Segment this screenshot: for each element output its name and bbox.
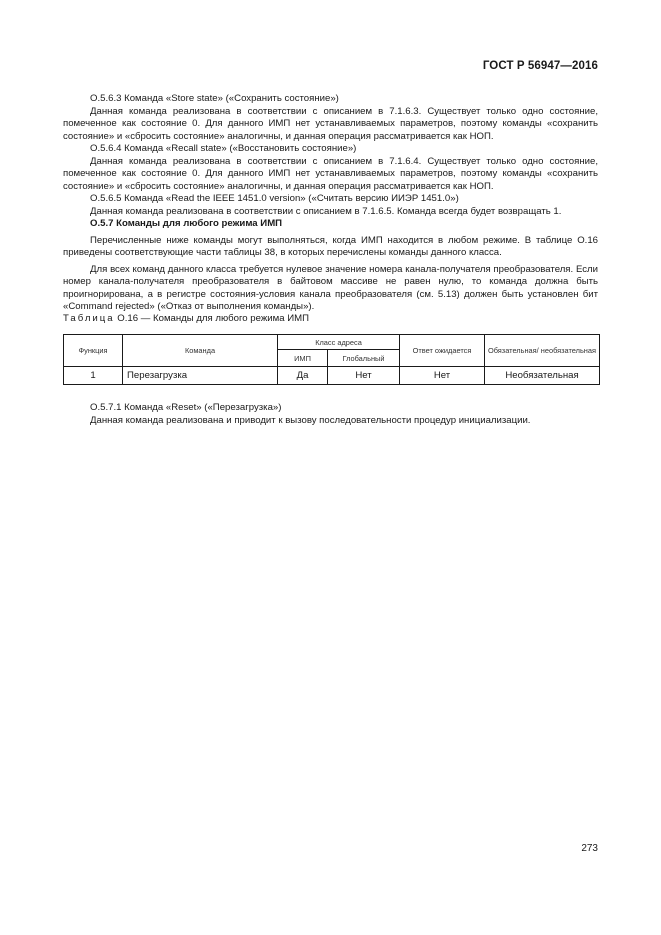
- paragraph: Перечисленные ниже команды могут выполняться, когда ИМП находится в любом режиме. В таблице О.16 приведены соответствующие части таблицы 38, в которых перечислены команды данного класса.: [63, 234, 598, 258]
- section-heading-o564: О.5.6.4 Команда «Recall state» («Восстановить состояние»): [90, 143, 357, 154]
- section-heading-o565: О.5.6.5 Команда «Read the IEEE 1451.0 version» («Считать версию ИИЭР 1451.0»): [90, 193, 459, 204]
- cell-global: Нет: [328, 367, 400, 385]
- section-heading-o571: О.5.7.1 Команда «Reset» («Перезагрузка»): [90, 402, 282, 413]
- paragraph: Данная команда реализована в соответствии с описанием в 7.1.6.5. Команда всегда будет возвращать 1.: [90, 205, 562, 217]
- section-heading-o57: О.5.7 Команды для любого режима ИМП: [90, 218, 283, 229]
- col-header-address-class: Класс адреса: [278, 335, 400, 350]
- paragraph: Данная команда реализована и приводит к вызову последовательности процедур инициализации.: [90, 414, 531, 426]
- col-header-required: Обязательная/ необязательная: [485, 335, 600, 367]
- col-header-reply: Ответ ожидается: [400, 335, 485, 367]
- cell-function: 1: [64, 367, 123, 385]
- col-header-function: Функция: [64, 335, 123, 367]
- paragraph: Данная команда реализована в соответствии с описанием в 7.1.6.4. Существует только одно состояние, помеченное как состояние 0. Для данного ИМП нет устанавливаемых параметров, поэтому команды «сохранить состояние» и «сбросить состояние» аналогичны, и данная операция рассматривается как НОП.: [63, 155, 598, 192]
- table-caption: [63, 313, 309, 324]
- col-header-imp: ИМП: [278, 350, 328, 367]
- cell-required: Необязательная: [485, 367, 600, 385]
- paragraph: Данная команда реализована в соответствии с описанием в 7.1.6.3. Существует только одно состояние, помеченное как состояние 0. Для данного ИМП нет устанавливаемых параметров, поэтому команды «сохранить состояние» и «сбросить состояние» аналогичны, и данная операция рассматривается как НОП.: [63, 105, 598, 142]
- page-number: 273: [581, 843, 598, 854]
- after-table-text: [63, 402, 598, 427]
- document-code: ГОСТ Р 56947—2016: [482, 60, 598, 72]
- col-header-command: Команда: [123, 335, 278, 367]
- commands-table: [63, 334, 600, 385]
- cell-imp: Да: [278, 367, 328, 385]
- table-caption-text: О.16 — Команды для любого режима ИМП: [114, 313, 310, 324]
- paragraph: Для всех команд данного класса требуется нулевое значение номера канала-получателя преобразователя. Если номер канала-получателя преобразователя в байтовом массиве не равен нулю, то команда должна быть проигнорирована, а в регистре состояния-условия канала преобразователя (см. 5.13) должен быть установлен бит «Command rejected» («Отказ от выполнения команды»).: [63, 263, 598, 312]
- section-heading-o563: О.5.6.3 Команда «Store state» («Сохранить состояние»): [90, 93, 339, 104]
- col-header-global: Глобальный: [328, 350, 400, 367]
- main-text: [63, 93, 598, 314]
- table-row: [64, 367, 600, 385]
- cell-reply: Нет: [400, 367, 485, 385]
- table-caption-word: Таблица: [63, 313, 115, 324]
- cell-command: Перезагрузка: [123, 367, 278, 385]
